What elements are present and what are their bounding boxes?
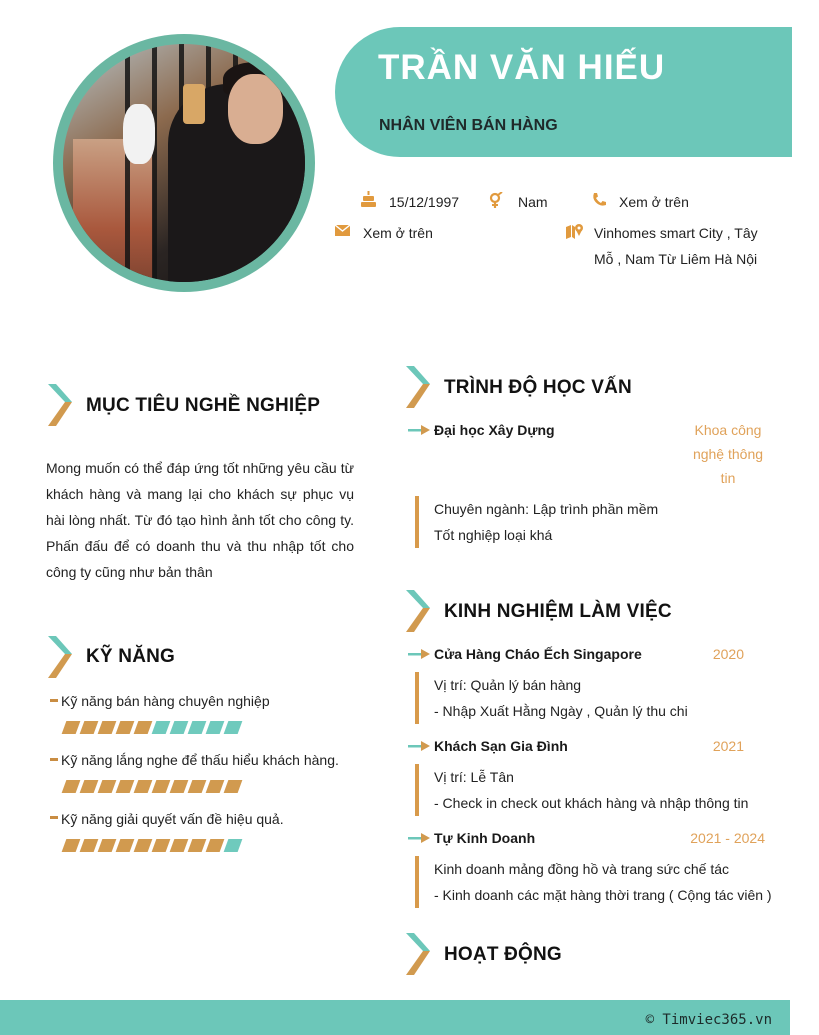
skill-bullet <box>50 758 58 761</box>
skill-segment <box>188 721 207 734</box>
gender-icon <box>489 192 503 208</box>
address-value <box>594 220 758 272</box>
skill-segment <box>134 839 153 852</box>
detail-bar <box>415 496 419 548</box>
address-line-2: Mỗ , Nam Từ Liêm Hà Nội <box>594 251 758 267</box>
arrow-icon <box>408 741 430 751</box>
address-line-1: Vinhomes smart City , Tây <box>594 225 758 241</box>
skill-segment <box>62 780 81 793</box>
phone-value: Xem ở trên <box>619 194 689 210</box>
skill-bullet <box>50 699 58 702</box>
skill-segment <box>206 839 225 852</box>
skill-label: Kỹ năng giải quyết vấn đề hiệu quả. <box>61 811 284 827</box>
footer-text[interactable]: © Timviec365.vn <box>645 1012 772 1028</box>
email-value: Xem ở trên <box>363 225 433 241</box>
skill-segment <box>134 780 153 793</box>
skill-segment <box>80 780 99 793</box>
detail-bar <box>415 764 419 816</box>
skill-segment <box>80 721 99 734</box>
work-date: 2021 <box>712 738 744 754</box>
avatar <box>53 34 315 292</box>
work-date: 2020 <box>712 646 744 662</box>
candidate-name: TRẦN VĂN HIẾU <box>378 48 666 87</box>
skill-segment <box>152 839 171 852</box>
map-pin-icon <box>566 223 583 239</box>
company-name: Tự Kinh Doanh <box>434 830 536 846</box>
birthday-value: 15/12/1997 <box>389 194 460 210</box>
skill-segment <box>80 839 99 852</box>
skill-bar <box>64 780 240 793</box>
profile-photo <box>63 44 305 282</box>
experience-title: KINH NGHIỆM LÀM VIỆC <box>444 601 672 622</box>
skill-segment <box>188 780 207 793</box>
skill-segment <box>170 839 189 852</box>
gender-value: Nam <box>518 194 548 210</box>
phone-icon <box>592 192 607 207</box>
skill-bar <box>64 721 240 734</box>
chevron-section-icon <box>48 636 74 680</box>
skill-segment <box>152 721 171 734</box>
education-title: TRÌNH ĐỘ HỌC VẤN <box>444 377 632 398</box>
skill-segment <box>170 780 189 793</box>
skill-label: Kỹ năng lắng nghe để thấu hiểu khách hàng. <box>61 752 339 768</box>
skill-segment <box>170 721 189 734</box>
skill-segment <box>98 721 117 734</box>
skill-segment <box>116 780 135 793</box>
skill-segment <box>224 721 243 734</box>
skill-segment <box>98 839 117 852</box>
work-detail: Vị trí: Quản lý bán hàng - Nhập Xuất Hằng Ngày , Quản lý thu chi <box>434 677 688 719</box>
skills-title: KỸ NĂNG <box>86 646 176 667</box>
chevron-section-icon <box>406 933 432 977</box>
detail-bar <box>415 856 419 908</box>
skill-segment <box>224 839 243 852</box>
job-position: NHÂN VIÊN BÁN HÀNG <box>379 117 558 134</box>
skill-bullet <box>50 816 58 819</box>
skill-segment <box>62 839 81 852</box>
envelope-icon <box>335 225 350 236</box>
objective-text: Mong muốn có thể đáp ứng tốt những yêu cầu từ khách hàng và mang lại cho khách sự phục vụ hài lòng nhất. Từ đó tạo hình ảnh tốt cho công ty. Phấn đấu để có doanh thu và thu nhập tốt cho công ty cũng như bản thân <box>46 460 354 580</box>
school-name: Đại học Xây Dựng <box>434 422 555 438</box>
company-name: Cửa Hàng Cháo Ếch Singapore <box>434 646 642 662</box>
chevron-section-icon <box>406 590 432 634</box>
skill-segment <box>62 721 81 734</box>
work-date: 2021 - 2024 <box>690 830 765 846</box>
header-band <box>335 27 792 157</box>
skill-label: Kỹ năng bán hàng chuyên nghiệp <box>61 693 270 709</box>
skill-segment <box>206 780 225 793</box>
education-detail: Chuyên ngành: Lập trình phần mềm Tốt nghiệp loại khá <box>434 501 659 543</box>
skill-segment <box>134 721 153 734</box>
skill-segment <box>98 780 117 793</box>
school-department: Khoa công nghệ thông tin <box>692 422 764 486</box>
company-name: Khách Sạn Gia Đình <box>434 738 568 754</box>
work-detail: Kinh doanh mảng đồng hồ và trang sức chế tác - Kinh doanh các mặt hàng thời trang ( Cộng tác viên ) <box>434 861 772 903</box>
arrow-icon <box>408 833 430 843</box>
footer-band <box>0 1000 790 1035</box>
skill-segment <box>224 780 243 793</box>
work-detail: Vị trí: Lễ Tân - Check in check out khách hàng và nhập thông tin <box>434 769 749 811</box>
objective-title: MỤC TIÊU NGHỀ NGHIỆP <box>86 395 321 416</box>
skill-bar <box>64 839 240 852</box>
cake-icon <box>361 191 376 207</box>
chevron-section-icon <box>48 384 74 428</box>
detail-bar <box>415 672 419 724</box>
chevron-section-icon <box>406 366 432 410</box>
skill-segment <box>206 721 225 734</box>
activities-title: HOẠT ĐỘNG <box>444 944 562 965</box>
arrow-icon <box>408 649 430 659</box>
skill-segment <box>152 780 171 793</box>
skill-segment <box>188 839 207 852</box>
arrow-icon <box>408 425 430 435</box>
skill-segment <box>116 721 135 734</box>
skill-segment <box>116 839 135 852</box>
